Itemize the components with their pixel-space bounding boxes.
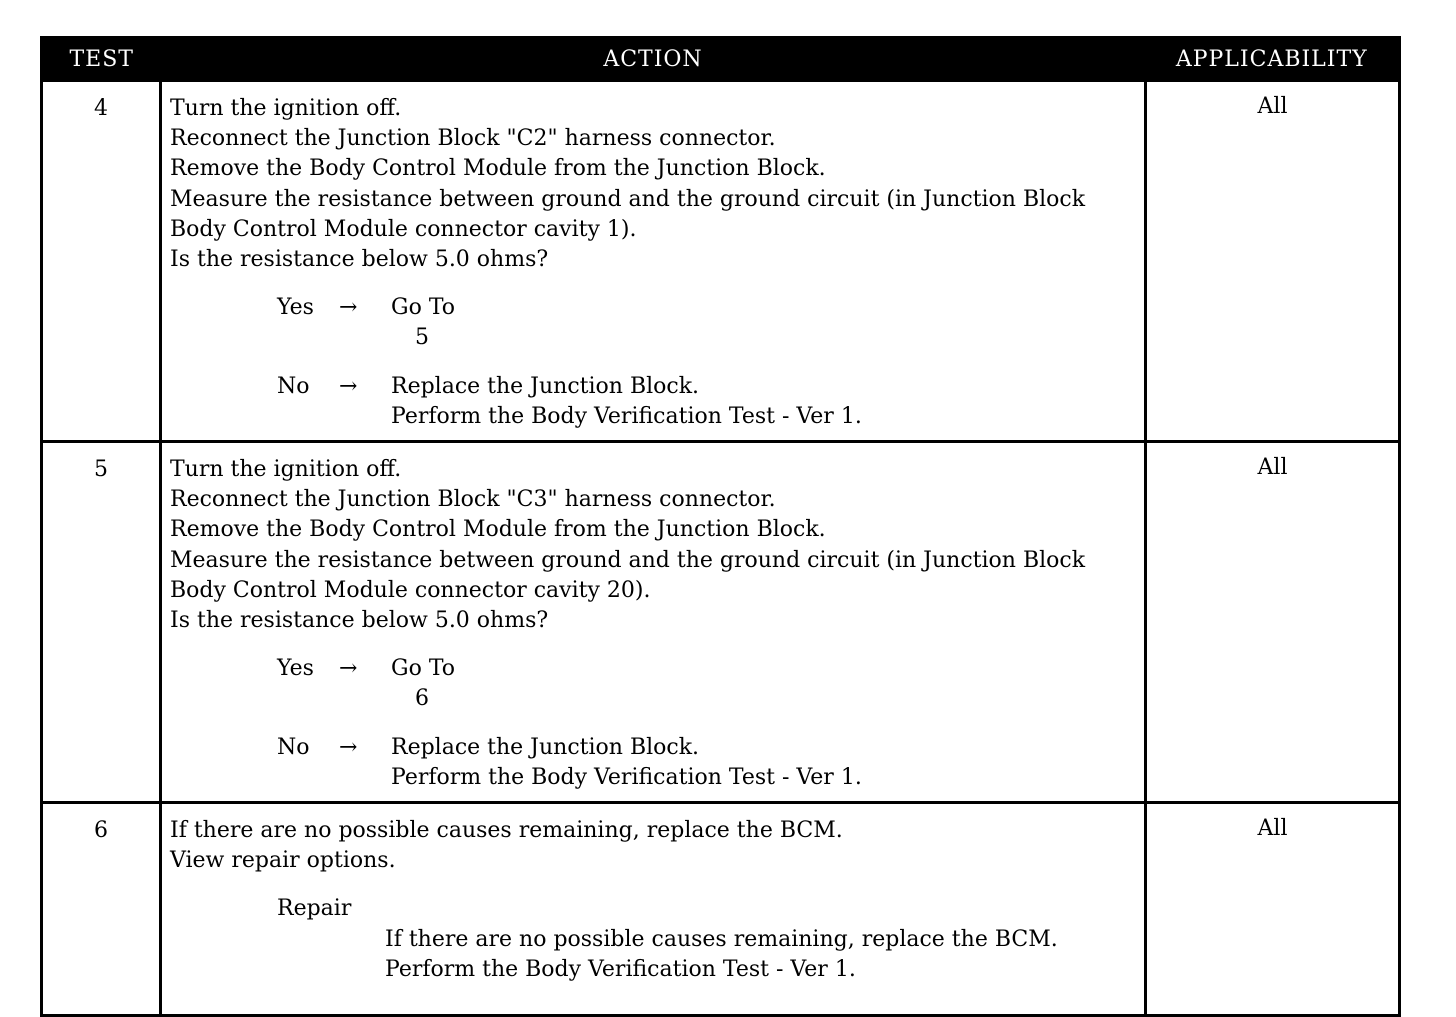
goto-text: Go To <box>391 656 456 682</box>
right-arrow-icon: → <box>339 295 358 321</box>
repair-label: Repair <box>277 896 352 922</box>
no-outcome-line: Replace the Junction Block. <box>391 373 700 399</box>
action-step: Remove the Body Control Module from the Junction Block. <box>170 156 826 182</box>
goto-number: 5 <box>415 325 429 351</box>
applicability-cell: All <box>1146 442 1400 803</box>
header-action: ACTION <box>161 38 1146 81</box>
goto-text: Go To <box>391 295 456 321</box>
table-row-test-6 <box>42 803 1400 1016</box>
table-header-row <box>42 38 1400 81</box>
yes-label: Yes <box>277 295 314 321</box>
goto-outcome <box>391 654 455 714</box>
yes-result <box>277 654 1138 714</box>
no-outcome <box>391 372 862 432</box>
goto-outcome <box>391 293 455 353</box>
no-label: No <box>277 373 310 399</box>
action-cell <box>161 442 1146 803</box>
no-outcome-line: Perform the Body Verification Test - Ver 1. <box>391 764 862 790</box>
no-outcome <box>391 733 862 793</box>
action-step: Reconnect the Junction Block "C2" harness connector. <box>170 126 776 152</box>
yes-label: Yes <box>277 656 314 682</box>
goto-number: 6 <box>415 686 429 712</box>
action-step: If there are no possible causes remaining, replace the BCM. <box>170 818 843 844</box>
action-step: Body Control Module connector cavity 1). <box>170 216 637 242</box>
action-cell <box>161 803 1146 1016</box>
header-applicability: APPLICABILITY <box>1146 38 1400 81</box>
repair-line: Perform the Body Verification Test - Ver 1. <box>385 956 856 982</box>
action-step: Is the resistance below 5.0 ohms? <box>170 608 549 634</box>
right-arrow-icon: → <box>339 373 358 399</box>
table-row-test-5 <box>42 442 1400 803</box>
right-arrow-icon: → <box>339 734 358 760</box>
no-outcome-line: Perform the Body Verification Test - Ver 1. <box>391 403 862 429</box>
test-number: 5 <box>42 442 161 803</box>
repair-line: If there are no possible causes remaining, replace the BCM. <box>385 926 1058 952</box>
action-step: Reconnect the Junction Block "C3" harness connector. <box>170 487 776 513</box>
header-test: TEST <box>42 38 161 81</box>
no-label: No <box>277 734 310 760</box>
diagnostic-table <box>40 36 1401 1017</box>
right-arrow-icon: → <box>339 656 358 682</box>
action-step: Remove the Body Control Module from the Junction Block. <box>170 517 826 543</box>
applicability-cell: All <box>1146 81 1400 442</box>
action-step: Turn the ignition off. <box>170 96 402 121</box>
applicability-cell: All <box>1146 803 1400 1016</box>
test-number: 6 <box>42 803 161 1016</box>
action-step: Measure the resistance between ground and the ground circuit (in Junction Block <box>170 186 1086 212</box>
test-number: 4 <box>42 81 161 442</box>
table-row-test-4 <box>42 81 1400 442</box>
yes-result <box>277 293 1138 353</box>
action-cell <box>161 81 1146 442</box>
no-result <box>277 372 1138 432</box>
action-step: Body Control Module connector cavity 20). <box>170 577 651 603</box>
no-result <box>277 733 1138 793</box>
no-outcome-line: Replace the Junction Block. <box>391 734 700 760</box>
action-step: Measure the resistance between ground and the ground circuit (in Junction Block <box>170 547 1086 573</box>
action-step: View repair options. <box>170 848 396 874</box>
repair-instructions <box>385 925 1138 985</box>
action-step: Is the resistance below 5.0 ohms? <box>170 247 549 273</box>
action-step: Turn the ignition off. <box>170 457 402 483</box>
